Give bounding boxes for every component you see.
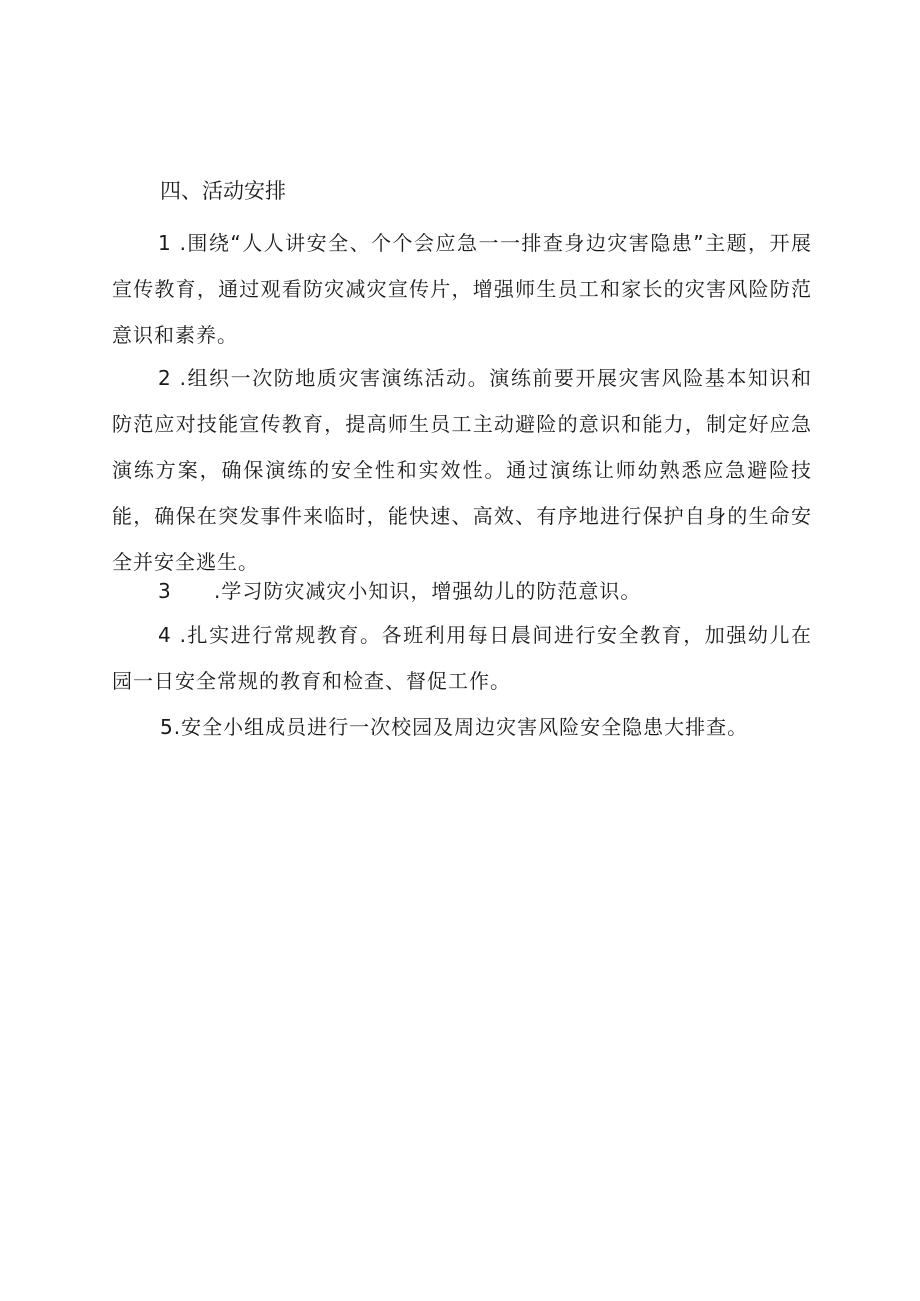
list-item-1 xyxy=(112,220,812,358)
section-heading: 四、活动安排 xyxy=(160,179,286,203)
list-item-4 xyxy=(112,612,812,704)
item-number: 3 xyxy=(158,579,172,603)
item-text: .学习防灾减灾小知识，增强幼儿的防范意识。 xyxy=(214,579,642,603)
list-item-2 xyxy=(112,355,812,585)
item-number: 5 xyxy=(160,715,174,739)
list-item-3 xyxy=(112,568,812,614)
item-number: 4 xyxy=(158,623,172,647)
item-number: 2 xyxy=(158,366,172,390)
item-text: .安全小组成员进行一次校园及周边灾害风险安全隐患大排查。 xyxy=(173,715,749,739)
item-number: 1 xyxy=(158,231,172,255)
list-item-5 xyxy=(112,704,812,750)
item-text: .扎实进行常规教育。各班利用每日晨间进行安全教育，加强幼儿在园一日安全常规的教育和检查、督促工作。 xyxy=(112,623,812,693)
item-text: .围绕“人人讲安全、个个会应急一一排查身边灾害隐患”主题，开展宣传教育，通过观看防灾减灾宣传片，增强师生员工和家长的灾害风险防范意识和素养。 xyxy=(112,231,812,347)
item-text: .组织一次防地质灾害演练活动。演练前要开展灾害风险基本知识和防范应对技能宣传教育，提高师生员工主动避险的意识和能力，制定好应急演练方案，确保演练的安全性和实效性。通过演练让师幼熟悉应急避险技能，确保在突发事件来临时，能快速、高效、有序地进行保护自身的生命安全并安全逃生。 xyxy=(112,366,812,574)
